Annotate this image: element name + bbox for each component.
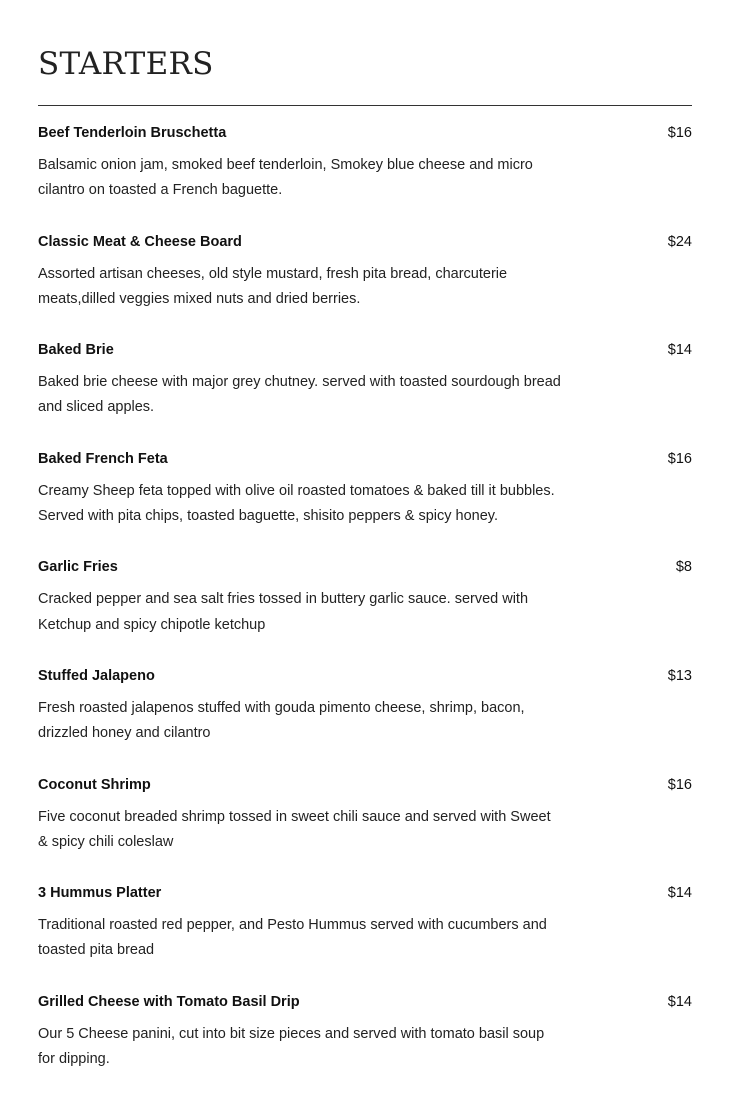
menu-item-name: Garlic Fries xyxy=(38,559,118,576)
menu-item xyxy=(38,340,692,421)
menu-item-description: Creamy Sheep feta topped with olive oil roasted tomatoes & baked till it bubbles. Served with pita chips, toasted baguette, shisito peppers & spicy honey. xyxy=(38,482,555,525)
menu-item xyxy=(38,557,692,638)
menu-item-name: 3 Hummus Platter xyxy=(38,885,162,902)
menu-item-description: Cracked pepper and sea salt fries tossed in buttery garlic sauce. served with Ketchup and spicy chipotle ketchup xyxy=(38,591,529,633)
menu-item-description: Balsamic onion jam, smoked beef tenderloin, Smokey blue cheese and micro cilantro on toasted a French baguette. xyxy=(38,157,533,199)
menu-item-description: Five coconut breaded shrimp tossed in sweet chili sauce and served with Sweet & spicy chili coleslaw xyxy=(38,808,551,850)
menu-item xyxy=(38,992,692,1073)
menu-item xyxy=(38,123,692,204)
menu-item-price: $16 xyxy=(667,450,692,467)
menu-item-price: $8 xyxy=(675,559,692,576)
menu-item xyxy=(38,449,692,530)
section-title: STARTERS xyxy=(38,46,214,82)
menu-item xyxy=(38,232,692,313)
menu-item-price: $14 xyxy=(667,342,692,359)
menu-item-price: $16 xyxy=(667,776,692,793)
menu-item-price: $16 xyxy=(667,125,692,141)
menu-item-price: $14 xyxy=(667,993,692,1010)
menu-item-name: Baked French Feta xyxy=(38,450,168,467)
menu-item xyxy=(38,666,692,747)
menu-item-name: Beef Tenderloin Bruschetta xyxy=(38,125,227,141)
menu-item-price: $24 xyxy=(667,233,692,250)
menu-item-description: Our 5 Cheese panini, cut into bit size pieces and served with tomato basil soup for dipping. xyxy=(38,1025,545,1068)
menu-item-name: Classic Meat & Cheese Board xyxy=(38,233,242,250)
menu-item-description: Traditional roasted red pepper, and Pesto Hummus served with cucumbers and toasted pita bread xyxy=(38,917,547,959)
menu-item-price: $14 xyxy=(667,885,692,902)
menu-item-description: Baked brie cheese with major grey chutney. served with toasted sourdough bread and sliced apples. xyxy=(38,374,561,416)
menu-item-price: $13 xyxy=(667,667,692,684)
menu-item-description: Assorted artisan cheeses, old style mustard, fresh pita bread, charcuterie meats,dilled veggies mixed nuts and dried berries. xyxy=(38,265,508,307)
menu-item-name: Grilled Cheese with Tomato Basil Drip xyxy=(38,993,300,1010)
section-divider xyxy=(38,105,692,106)
menu-item-name: Stuffed Jalapeno xyxy=(38,667,155,684)
menu-item-name: Baked Brie xyxy=(38,342,114,359)
menu-section xyxy=(38,0,692,1072)
menu-item xyxy=(38,775,692,856)
menu-item-name: Coconut Shrimp xyxy=(38,776,151,793)
menu-item xyxy=(38,883,692,964)
menu-item-description: Fresh roasted jalapenos stuffed with gouda pimento cheese, shrimp, bacon, drizzled honey and cilantro xyxy=(38,699,525,742)
